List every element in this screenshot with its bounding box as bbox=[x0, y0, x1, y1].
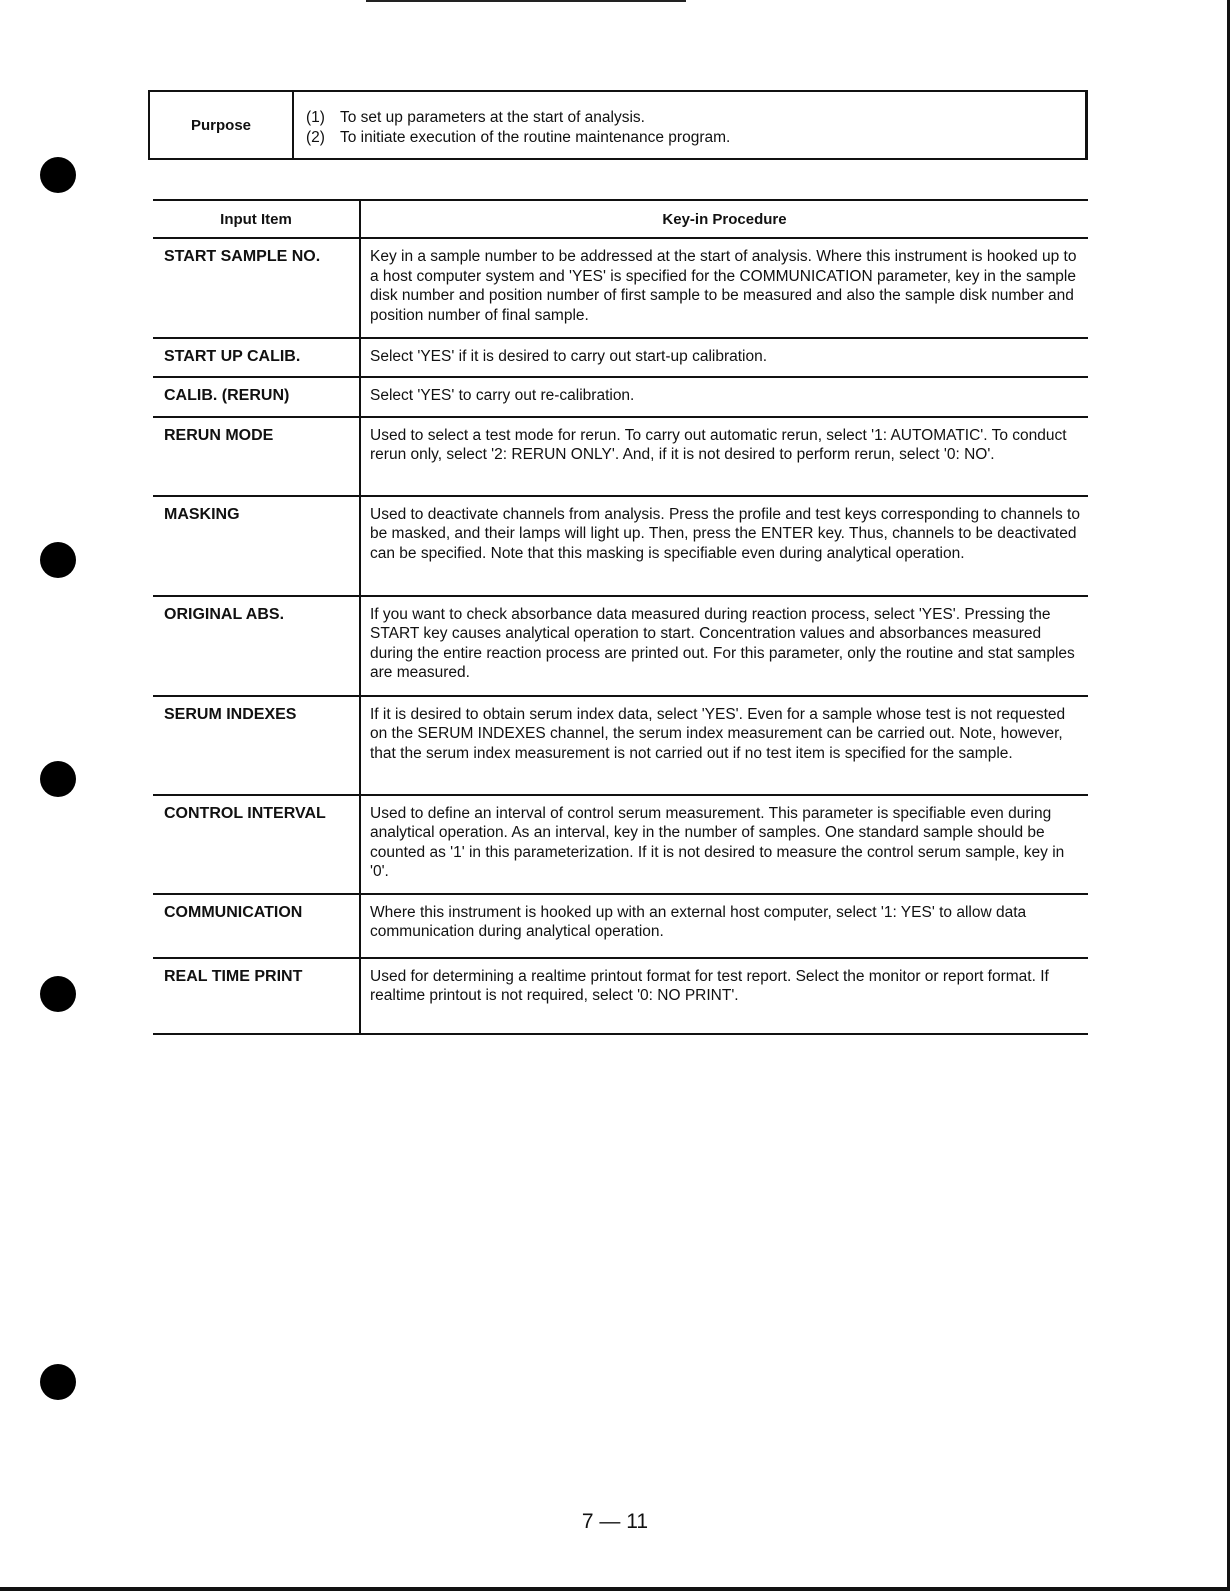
table-row bbox=[153, 417, 1088, 496]
purpose-item bbox=[306, 108, 730, 128]
purpose-box bbox=[148, 90, 1088, 160]
table-row bbox=[153, 338, 1088, 377]
table-row bbox=[153, 238, 1088, 338]
input-item: CONTROL INTERVAL bbox=[153, 795, 360, 894]
page-edge-bottom bbox=[0, 1587, 1230, 1591]
purpose-label: Purpose bbox=[150, 92, 294, 158]
binder-hole-1 bbox=[40, 157, 76, 193]
binder-hole-3 bbox=[40, 761, 76, 797]
purpose-list bbox=[294, 92, 730, 158]
table-row bbox=[153, 958, 1088, 1034]
input-item: ORIGINAL ABS. bbox=[153, 596, 360, 696]
table-row bbox=[153, 696, 1088, 795]
purpose-item-number: (1) bbox=[306, 109, 325, 126]
input-item: CALIB. (RERUN) bbox=[153, 377, 360, 417]
table-row bbox=[153, 894, 1088, 958]
key-in-procedure-table bbox=[153, 199, 1088, 1035]
key-in-procedure: Used for determining a realtime printout format for test report. Select the monitor or report format. If realtime printout is not required, select '0: NO PRINT'. bbox=[360, 958, 1088, 1034]
table-row bbox=[153, 596, 1088, 696]
key-in-procedure: If it is desired to obtain serum index data, select 'YES'. Even for a sample whose test is not requested on the SERUM INDEXES channel, the serum index measurement can be carried out. Note, however, that the serum index measurement is not carried out if no test item is specified for the sample. bbox=[360, 696, 1088, 795]
binder-hole-5 bbox=[40, 1364, 76, 1400]
table-row bbox=[153, 496, 1088, 596]
input-item: COMMUNICATION bbox=[153, 894, 360, 958]
purpose-item bbox=[306, 128, 730, 148]
purpose-item-number: (2) bbox=[306, 129, 325, 146]
purpose-item-text: To set up parameters at the start of analysis. bbox=[340, 109, 645, 126]
key-in-procedure: If you want to check absorbance data measured during reaction process, select 'YES'. Pressing the START key causes analytical operation to start. Concentration values and absorbances measured during the entire reaction process are printed out. For this parameter, only the routine and stat samples are measured. bbox=[360, 596, 1088, 696]
input-item: START UP CALIB. bbox=[153, 338, 360, 377]
page-number: 7 — 11 bbox=[581, 1510, 649, 1533]
key-in-procedure: Select 'YES' to carry out re-calibration. bbox=[360, 377, 1088, 417]
purpose-item-text: To initiate execution of the routine maintenance program. bbox=[340, 129, 731, 146]
table-header-row bbox=[153, 200, 1088, 238]
table-row bbox=[153, 377, 1088, 417]
input-item: START SAMPLE NO. bbox=[153, 238, 360, 338]
top-rule bbox=[366, 0, 686, 2]
key-in-procedure: Where this instrument is hooked up with an external host computer, select '1: YES' to allow data communication during analytical operation. bbox=[360, 894, 1088, 958]
input-item: RERUN MODE bbox=[153, 417, 360, 496]
table-row bbox=[153, 795, 1088, 894]
header-input-item: Input Item bbox=[153, 200, 360, 238]
binder-hole-4 bbox=[40, 976, 76, 1012]
key-in-procedure: Used to define an interval of control serum measurement. This parameter is specifiable even during analytical operation. As an interval, key in the number of samples. One standard sample should be counted as '1' in this parameterization. If it is not desired to measure the control serum sample, key in '0'. bbox=[360, 795, 1088, 894]
key-in-procedure: Used to select a test mode for rerun. To carry out automatic rerun, select '1: AUTOMATIC'. To conduct rerun only, select '2: RERUN ONLY'. And, if it is not desired to perform rerun, select '0: NO'. bbox=[360, 417, 1088, 496]
key-in-procedure: Used to deactivate channels from analysis. Press the profile and test keys corresponding to channels to be masked, and their lamps will light up. Then, press the ENTER key. Thus, channels to be deactivated can be specified. Note that this masking is specifiable even during analytical operation. bbox=[360, 496, 1088, 596]
key-in-procedure: Select 'YES' if it is desired to carry out start-up calibration. bbox=[360, 338, 1088, 377]
input-item: SERUM INDEXES bbox=[153, 696, 360, 795]
input-item: REAL TIME PRINT bbox=[153, 958, 360, 1034]
input-item: MASKING bbox=[153, 496, 360, 596]
key-in-procedure: Key in a sample number to be addressed at the start of analysis. Where this instrument is hooked up to a host computer system and 'YES' is specified for the COMMUNICATION parameter, key in the sample disk number and position number of first sample to be measured and also the sample disk number and position number of final sample. bbox=[360, 238, 1088, 338]
header-key-in-procedure: Key-in Procedure bbox=[360, 200, 1088, 238]
binder-hole-2 bbox=[40, 542, 76, 578]
